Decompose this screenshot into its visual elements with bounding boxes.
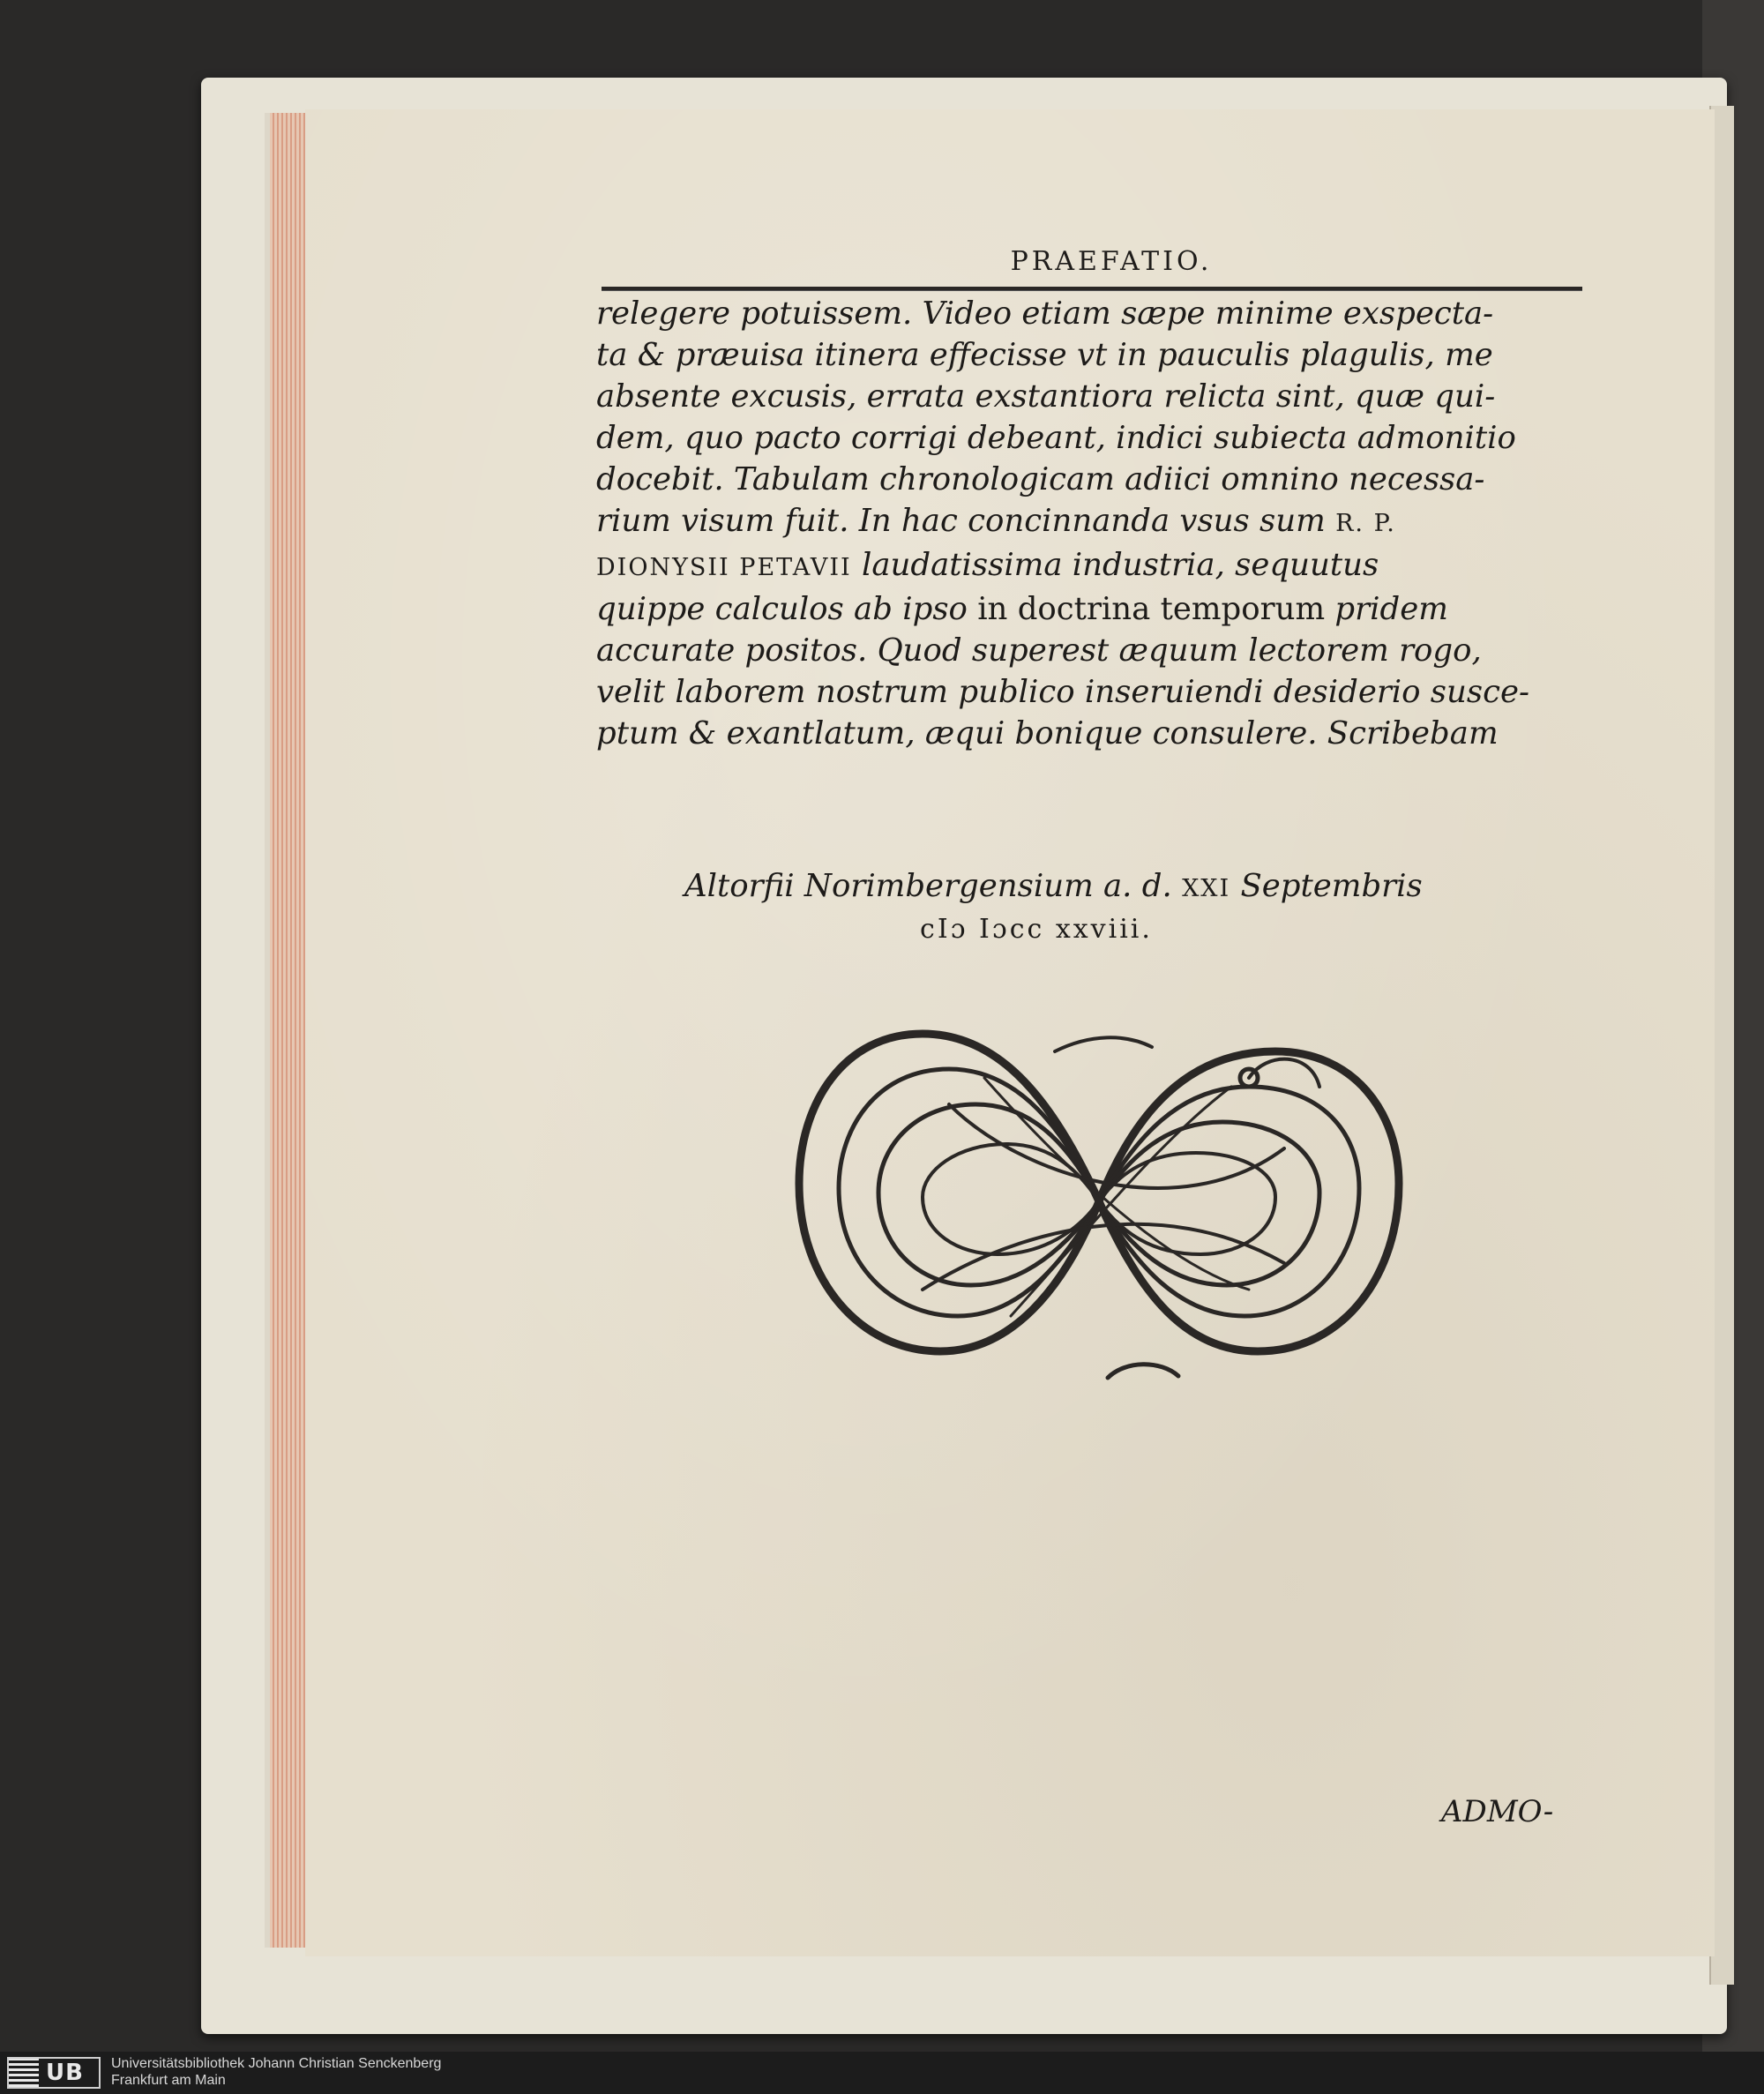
roman-run: in doctrina temporum <box>977 591 1326 627</box>
text-run: Altorfii Norimbergensium a. d. <box>684 868 1172 904</box>
text-run: laudatissima industria, sequutus <box>862 547 1379 583</box>
text-run: Septembris <box>1240 868 1423 904</box>
text-line: ptum & exantlatum, æqui bonique consulere. Scribebam <box>596 715 1499 752</box>
footer-line-1: Universitätsbibliothek Johann Christian Senckenberg <box>111 2056 442 2071</box>
small-caps-run: R. P. <box>1335 510 1396 537</box>
small-caps-run: XXI <box>1182 875 1231 902</box>
footer-credit <box>111 2055 441 2089</box>
logo-text: UB <box>46 2060 84 2086</box>
small-caps-run: DIONYSII PETAVII <box>596 554 852 581</box>
text-run: rium visum fuit. In hac concinnanda vsus sum <box>596 503 1326 539</box>
text-line: dem, quo pacto corrigi debeant, indici subiecta admonitio <box>596 420 1516 456</box>
library-logo <box>7 2057 101 2089</box>
text-line: ta & præuisa itinera effecisse vt in pauculis plagulis, me <box>596 337 1493 373</box>
header-rule <box>602 287 1582 291</box>
text-run: quippe calculos ab ipso <box>596 591 968 627</box>
text-line <box>596 588 1593 630</box>
footer-line-2: Frankfurt am Main <box>111 2073 226 2088</box>
text-line <box>596 544 1593 588</box>
book-page <box>305 109 1715 1956</box>
text-line: velit laborem nostrum publico inseruiendi desiderio susce- <box>596 674 1529 710</box>
text-line: accurate positos. Quod superest æquum lectorem rogo, <box>596 632 1482 669</box>
logo-stripe-icon <box>9 2059 39 2087</box>
text-line: docebit. Tabulam chronologicam adiici omnino necessa- <box>596 461 1485 497</box>
date-line: cIɔ Iɔcc xxviii. <box>920 914 1153 945</box>
text-line: relegere potuissem. Video etiam sæpe minime exspecta- <box>596 295 1494 332</box>
catchword: ADMO- <box>1441 1794 1554 1829</box>
text-line: absente excusis, errata exstantiora relicta sint, quæ qui- <box>596 378 1496 415</box>
text-run: pridem <box>1334 591 1448 627</box>
calligraphic-ornament <box>790 998 1408 1404</box>
running-head: PRAEFATIO. <box>1010 246 1213 277</box>
signoff-line <box>684 868 1478 904</box>
body-text <box>596 293 1593 754</box>
text-line <box>596 500 1593 544</box>
